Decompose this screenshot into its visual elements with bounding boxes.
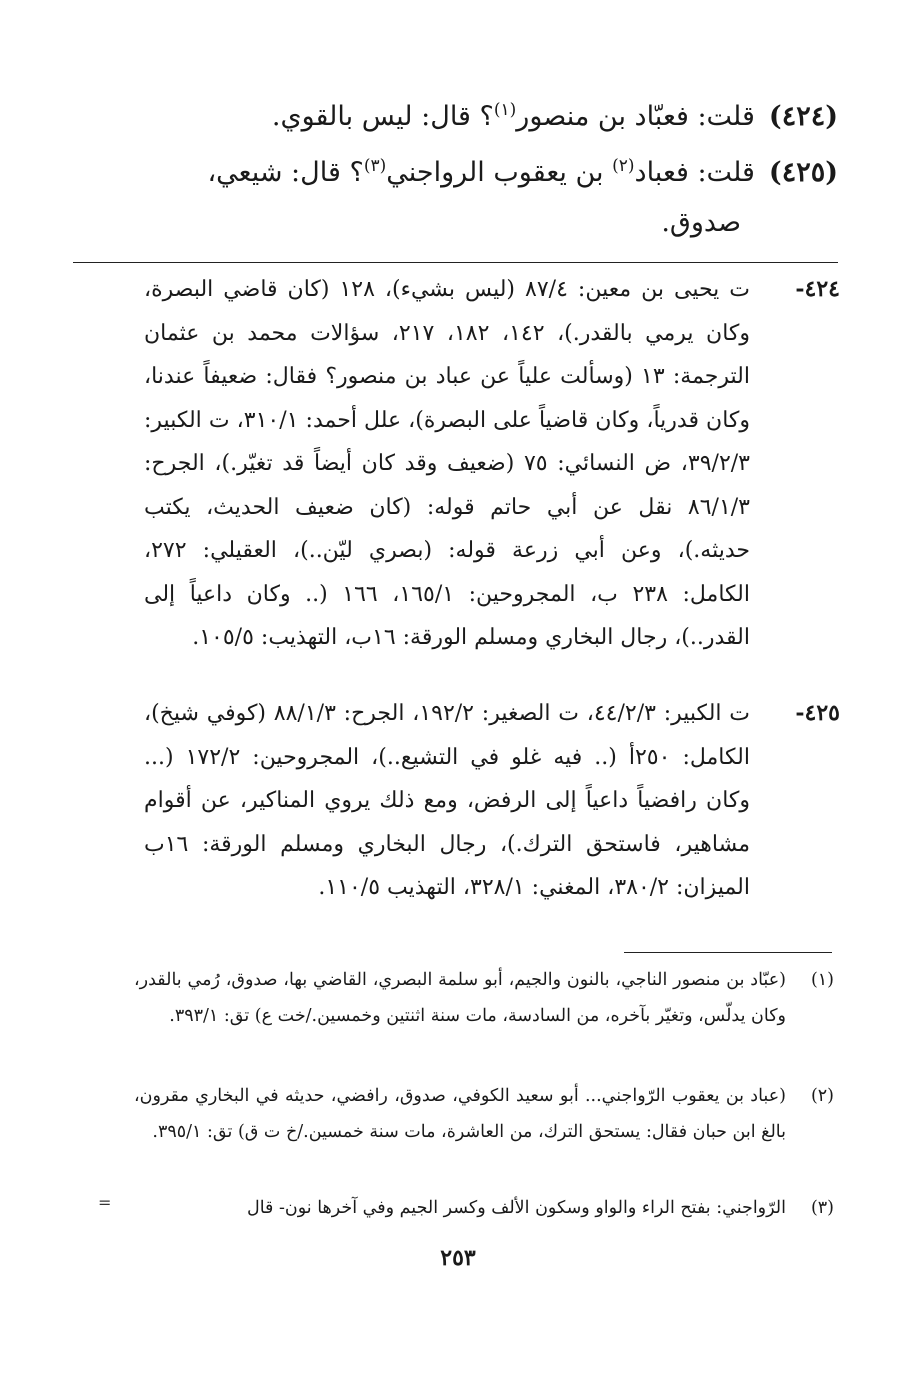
- entry-424: [68, 92, 838, 142]
- section-divider: [73, 262, 838, 263]
- footnote-2: [134, 1078, 834, 1150]
- entry-text: قلت: فعباد: [634, 157, 755, 188]
- footnote-number: (٢): [810, 1086, 834, 1106]
- footnote-text: الرّواجني: بفتح الراء والواو وسكون الألف وكسر الجيم وفي آخرها نون- قال: [247, 1198, 786, 1218]
- footnote-divider: [624, 952, 832, 953]
- footnote-text: (عبّاد بن منصور الناجي، بالنون والجيم، أبو سلمة البصري، القاضي بها، صدوق، رُمي بالقدر، وكان يدلّس، وتغيّر بآخره، من السادسة، مات سنة اثنتين وخمسين./خت ع) تق: ٣٩٣/١.: [134, 970, 786, 1026]
- footnote-number: (٣): [810, 1198, 834, 1218]
- entry-number: (٤٢٥): [768, 157, 838, 188]
- entry-text: بن يعقوب الرواجني: [386, 157, 613, 188]
- footnote-ref[interactable]: (١): [493, 100, 517, 120]
- footnote-3: [134, 1190, 834, 1226]
- footnote-text: (عباد بن يعقوب الرّواجني... أبو سعيد الكوفي، صدوق، رافضي، حديثه في البخاري مقرون، بالغ ابن حبان فقال: يستحق الترك، من العاشرة، مات سنة خمسين./خ ت ق) تق: ٣٩٥/١.: [134, 1086, 786, 1142]
- note-text: ت الكبير: ٤٤/٢/٣، ت الصغير: ١٩٢/٢، الجرح: ٨٨/١/٣ (كوفي شيخ)، الكامل: ٢٥٠أ (.. فيه غلو في التشيع..)، المجروحين: ١٧٢/٢ (... وكان رافضياً داعياً إلى الرفض، ومع ذلك يروي المناكير، عن أقوام مشاهير، فاستحق الترك.)، رجال البخاري ومسلم الورقة: ١٦ب الميزان: ٣٨٠/٢، المغني: ٣٢٨/١، التهذيب ١١٠/٥.: [144, 701, 750, 900]
- note-number: ٤٢٤-: [795, 276, 840, 302]
- entry-number: (٤٢٤): [768, 101, 838, 132]
- entry-text: ؟ قال: شيعي،: [207, 157, 364, 188]
- page-number: ٢٥٣: [440, 1245, 476, 1271]
- entry-continuation: صدوق.: [661, 207, 741, 238]
- note-number: ٤٢٥-: [795, 700, 840, 726]
- entry-text: قلت: فعبّاد بن منصور: [516, 101, 755, 132]
- continuation-mark: =: [98, 1193, 112, 1212]
- footnote-1: [134, 962, 834, 1034]
- footnote-ref[interactable]: (٣): [363, 156, 387, 176]
- entry-425: [68, 148, 838, 198]
- footnote-number: (١): [810, 970, 834, 990]
- commentary-note-425: [144, 692, 840, 910]
- entry-text: ؟ قال: ليس بالقوي.: [271, 101, 494, 132]
- note-text: ت يحيى بن معين: ٨٧/٤ (ليس بشيء)، ١٢٨ (كان قاضي البصرة، وكان يرمي بالقدر.)، ١٤٢، ١٨٢، ٢١٧، سؤالات محمد بن عثمان الترجمة: ١٣ (وسألت علياً عن عباد بن منصور؟ فقال: ضعيفاً عندنا، وكان قدرياً، وكان قاضياً على البصرة)، علل أحمد: ٣١٠/١، ت الكبير: ٣٩/٢/٣، ض النسائي: ٧٥ (ضعيف وقد كان أيضاً قد تغيّر.)، الجرح: ٨٦/١/٣ نقل عن أبي حاتم قوله: (كان ضعيف الحديث، يكتب حديثه.)، وعن أبي زرعة قوله: (بصري ليّن..)، العقيلي: ٢٧٢، الكامل: ٢٣٨ ب، المجروحين: ١٦٥/١، ١٦٦ (.. وكان داعياً إلى القدر..)، رجال البخاري ومسلم الورقة: ١٦ب، التهذيب: ١٠٥/٥.: [144, 277, 751, 650]
- footnote-ref[interactable]: (٢): [612, 156, 635, 176]
- commentary-note-424: [144, 268, 840, 660]
